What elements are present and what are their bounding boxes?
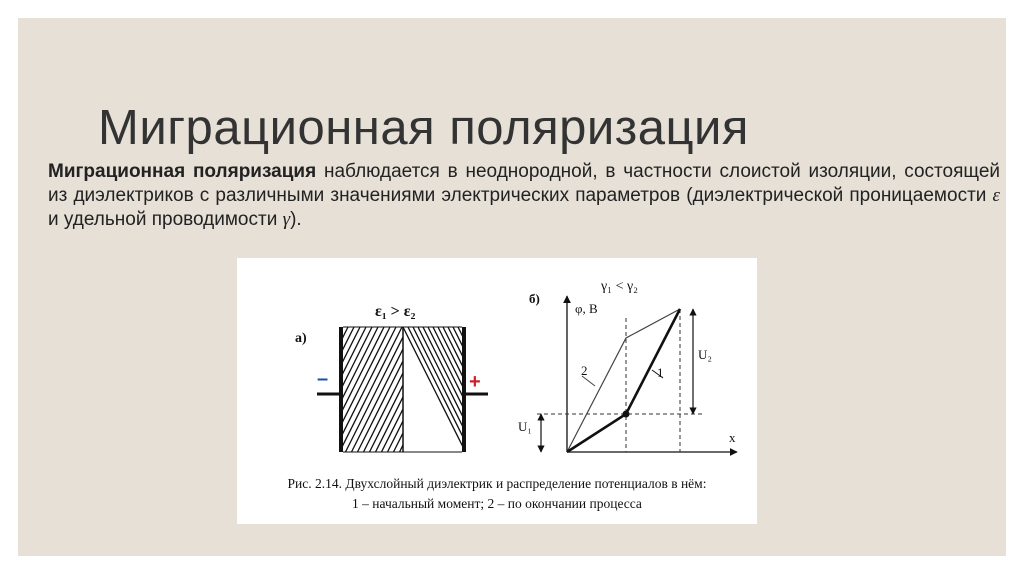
u2-label: U₂ [698,347,712,362]
slide-title: Миграционная поляризация [98,101,749,155]
hatch-line [428,327,491,452]
hatch-line [358,327,421,452]
right-electrode [462,327,466,452]
hatch-line [340,327,403,452]
hatch-line [322,327,385,452]
hatch-line [503,327,566,452]
x-axis-label: x [729,430,736,445]
hatch-line [502,327,565,452]
hatch-line [413,327,476,452]
hatch-line [408,327,471,452]
panel-a [280,303,589,452]
curve-1 [567,309,680,452]
hatch-line [403,327,466,452]
plus-sign: + [469,371,481,393]
hatch-line [328,327,391,452]
panel-b-label: б) [529,291,540,306]
paragraph-text-2: и удельной проводимости [48,209,283,230]
hatch-line [508,327,571,452]
curve-2-label: 2 [581,363,588,378]
hatch-line [483,327,546,452]
body-paragraph [48,160,1000,232]
hatch-line [364,327,427,452]
hatch-line [352,327,415,452]
caption-line-1: Рис. 2.14. Двухслойный диэлектрик и распределение потенциалов в нём: [287,476,707,491]
hatch-line [526,327,589,452]
hatch-line [280,327,343,452]
hatch-line [376,327,439,452]
panel-a-label: а) [295,331,307,346]
gamma-relation: γ₁ < γ₂ [601,279,639,294]
hatch-line [388,327,451,452]
interface-point [623,411,630,418]
hatch-line [458,327,521,452]
epsilon-symbol: ε [992,185,1000,206]
slide [18,18,1006,556]
left-electrode [339,327,343,452]
paragraph-text-3: ). [290,209,302,230]
hatch-line [304,327,367,452]
panel-b [518,279,737,452]
eps-relation: ε₁ > ε₂ [375,303,416,320]
minus-sign: – [317,368,329,390]
right-dielectric-hatch [403,327,586,452]
hatch-line [346,327,409,452]
hatch-line [484,327,547,452]
u1-label: U₁ [518,419,532,434]
y-axis-label: φ, В [575,301,598,316]
gamma-symbol: γ [282,209,291,230]
paragraph-text-1: наблюдается в неоднородной, в частности слоистой изоляции, состоящей из диэлектриков с различными значениями электрических параметров (диэлектрической проницаемости [48,161,1001,206]
hatch-line [298,327,361,452]
figure [237,258,757,524]
caption-line-2: 1 – начальный момент; 2 – по окончании процесса [352,496,642,511]
term-bold: Миграционная поляризация [48,161,317,182]
curve-1-label: 1 [657,365,664,380]
figure-svg [237,258,757,524]
curve-2 [567,309,680,452]
